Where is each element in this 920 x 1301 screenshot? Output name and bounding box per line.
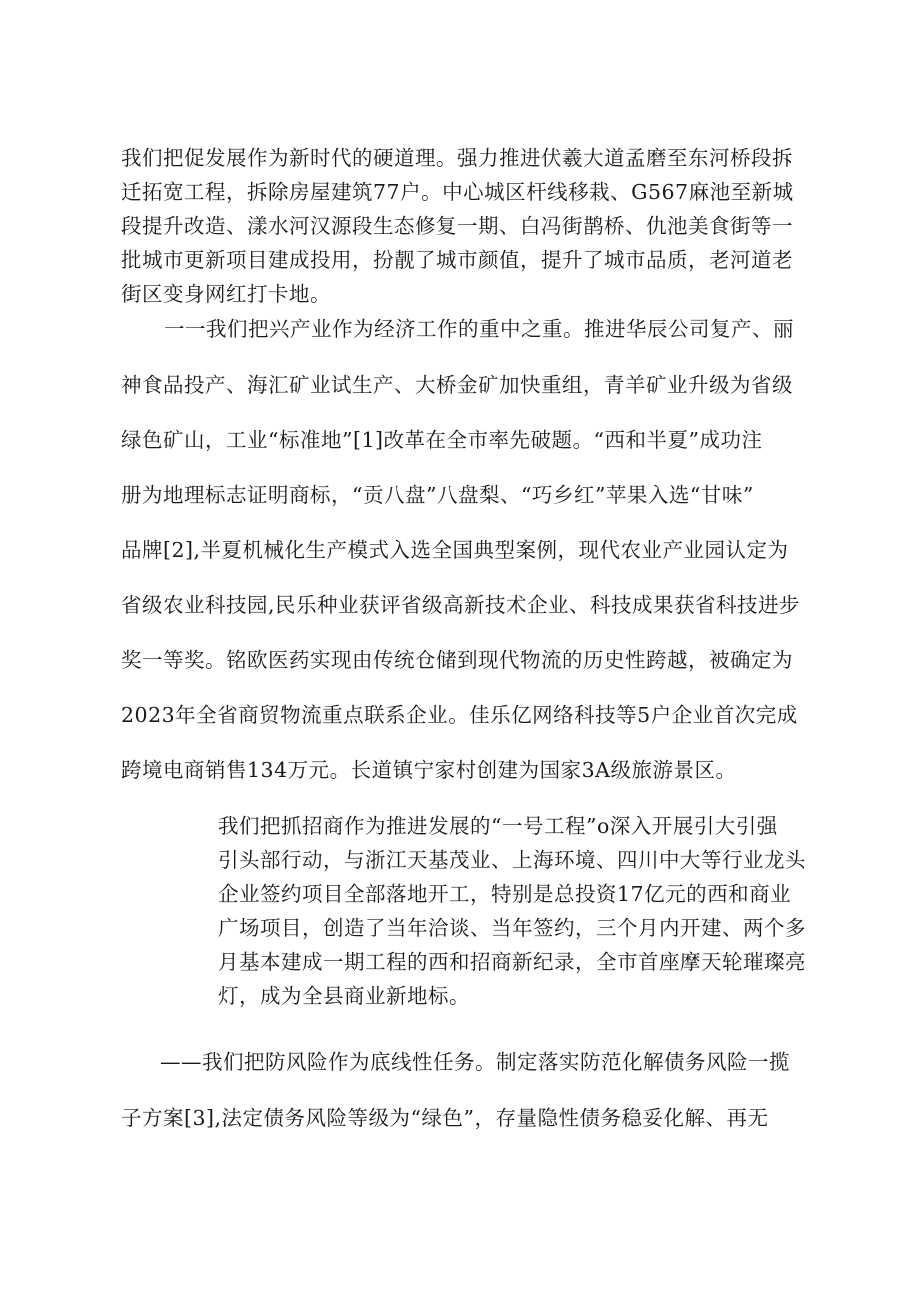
- paragraph-2-line-9: 跨境电商销售134万元。长道镇宁家村创建为国家3A级旅游景区。: [121, 758, 737, 782]
- paragraph-1-line-4: 批城市更新项目建成投用，扮靓了城市颜值，提升了城市品质，老河道老: [121, 248, 793, 272]
- paragraph-4-line-2: 子方案[3],法定债务风险等级为“绿色”，存量隐性债务稳妥化解、再无: [121, 1106, 769, 1130]
- paragraph-2-line-3: 绿色矿山，工业“标准地”[1]改革在全市率先破题。“西和半夏”成功注: [121, 428, 763, 452]
- paragraph-1-line-3: 段提升改造、漾水河汉源段生态修复一期、白冯街鹊桥、仇池美食街等一: [121, 214, 793, 238]
- paragraph-3-line-2: 引头部行动，与浙江天基茂业、上海环境、四川中大等行业龙头: [218, 848, 806, 872]
- paragraph-4-line-1: ——我们把防风险作为底线性任务。制定落实防范化解债务风险一揽: [160, 1050, 790, 1074]
- paragraph-3-line-5: 月基本建成一期工程的西和招商新纪录，全市首座摩天轮璀璨亮: [218, 950, 806, 974]
- paragraph-3-line-6: 灯，成为全县商业新地标。: [218, 984, 470, 1008]
- paragraph-2-line-4: 册为地理标志证明商标，“贡八盘”八盘梨、“巧乡红”苹果入选“甘味”: [121, 483, 754, 507]
- paragraph-2-line-2: 神食品投产、海汇矿业试生产、大桥金矿加快重组，青羊矿业升级为省级: [121, 373, 793, 397]
- paragraph-1-line-1: 我们把促发展作为新时代的硬道理。强力推进伏羲大道孟磨至东河桥段拆: [121, 146, 793, 170]
- paragraph-2-line-1: 一一我们把兴产业作为经济工作的重中之重。推进华辰公司复产、丽: [164, 317, 794, 341]
- paragraph-2-line-8: 2023年全省商贸物流重点联系企业。佳乐亿网络科技等5户企业首次完成: [121, 703, 798, 727]
- paragraph-3-line-1: 我们把抓招商作为推进发展的“一号工程”o深入开展引大引强: [218, 814, 778, 838]
- paragraph-3-line-3: 企业签约项目全部落地开工，特别是总投资17亿元的西和商业: [218, 882, 792, 906]
- paragraph-1-line-2: 迁拓宽工程，拆除房屋建筑77户。中心城区杆线移栽、G567麻池至新城: [121, 180, 794, 204]
- paragraph-2-line-5: 品牌[2],半夏机械化生产模式入选全国典型案例，现代农业产业园认定为: [121, 538, 789, 562]
- paragraph-2-line-6: 省级农业科技园,民乐种业获评省级高新技术企业、科技成果获省科技进步: [121, 593, 801, 617]
- paragraph-3-line-4: 广场项目，创造了当年洽谈、当年签约，三个月内开建、两个多: [218, 916, 806, 940]
- paragraph-1-line-5: 街区变身网红打卡地。: [121, 282, 331, 306]
- paragraph-2-line-7: 奖一等奖。铭欧医药实现由传统仓储到现代物流的历史性跨越，被确定为: [121, 648, 793, 672]
